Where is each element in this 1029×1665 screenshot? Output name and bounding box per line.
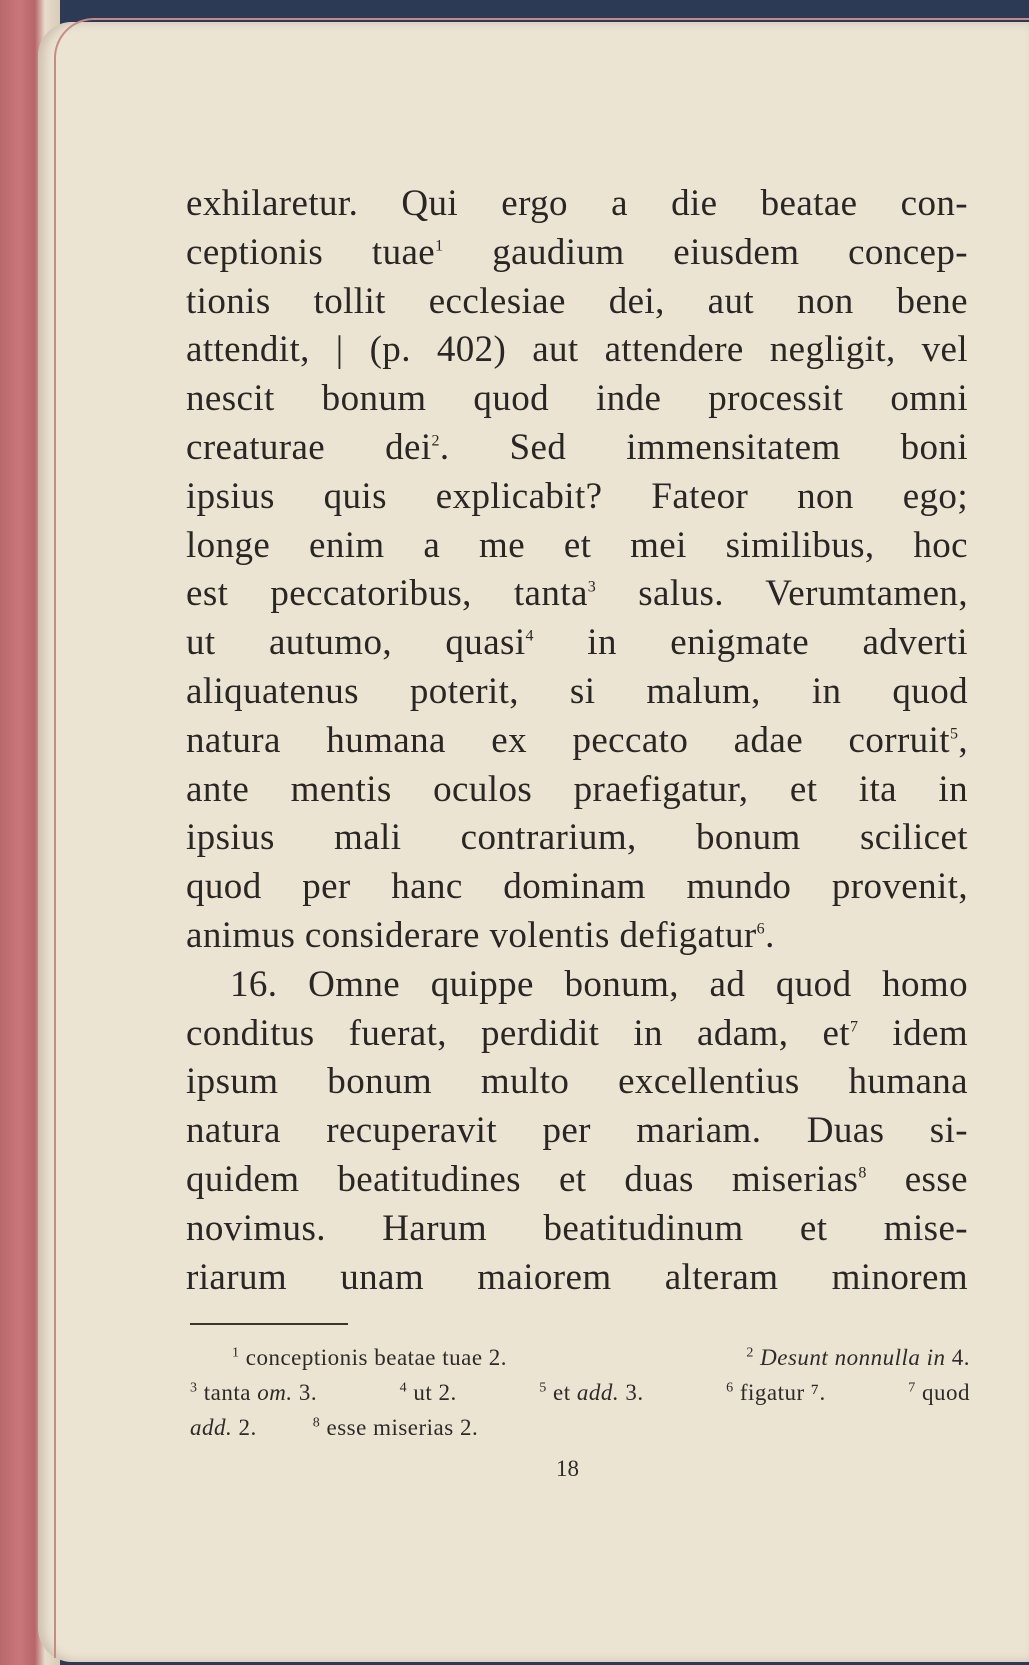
text-line: [186, 473, 968, 522]
footnote-text: 2.: [232, 1415, 257, 1440]
text-line: [186, 424, 968, 473]
footnote-row: [190, 1410, 970, 1445]
line-text: est peccatoribus, tanta: [186, 573, 588, 615]
footnote-marker: 2: [431, 432, 440, 450]
line-text: exhilaretur. Qui ergo a die beatae con-: [186, 183, 968, 224]
footnote-7: [908, 1375, 970, 1410]
line-text: aliquatenus poterit, si malum, in quod: [186, 670, 968, 712]
footnote-row: [190, 1375, 970, 1410]
line-text: salus. Verumtamen,: [596, 573, 968, 615]
footnote-number: 8: [312, 1415, 321, 1431]
footnote-text: ut 2.: [413, 1380, 457, 1405]
line-text: . Sed immensitatem boni: [439, 426, 968, 468]
line-text: tionis tollit ecclesiae dei, aut non bene: [186, 280, 968, 322]
line-text: nescit bonum quod inde processit omni: [186, 378, 968, 420]
line-text: ipsius quis explicabit? Fateor non ego;: [186, 475, 968, 517]
footnote-8: [313, 1410, 478, 1445]
footnote-text-italic: om.: [257, 1380, 293, 1405]
footnotes: [190, 1340, 970, 1445]
footnote-4: [400, 1375, 457, 1410]
footnote-2: [746, 1340, 970, 1375]
text-line: [186, 1156, 968, 1205]
line-text: creaturae dei: [186, 426, 432, 468]
text-line: [186, 619, 968, 668]
line-text: attendit, | (p. 402) aut attendere negligit, vel: [186, 329, 968, 371]
footnote-number: 5: [539, 1380, 547, 1396]
text-line: [186, 180, 968, 229]
footnote-text: tanta: [203, 1380, 258, 1405]
footnote-text: conceptionis beatae tuae 2.: [245, 1345, 508, 1370]
text-line: [186, 717, 968, 766]
footnote-3: [190, 1375, 317, 1410]
footnote-number: 7: [908, 1380, 916, 1396]
footnote-text-italic: add.: [576, 1380, 620, 1405]
footnote-text: quod: [921, 1380, 970, 1405]
text-line: [186, 766, 968, 815]
footnote-marker: 6: [756, 920, 766, 938]
footnote-number: 2: [746, 1345, 754, 1361]
footnote-rule: [190, 1323, 348, 1325]
text-line: [186, 1254, 968, 1303]
line-text: riarum unam maiorem alteram minorem: [186, 1256, 968, 1298]
line-text: esse: [866, 1158, 968, 1200]
text-line: [186, 522, 968, 571]
line-text: ipsius mali contrarium, bonum scilicet: [186, 817, 968, 859]
footnote-text: 4.: [945, 1345, 970, 1370]
footnote-5: [539, 1375, 643, 1410]
paragraph-start-line: [186, 961, 968, 1010]
footnote-7-cont: [190, 1410, 257, 1445]
line-text: longe enim a me et mei similibus, hoc: [186, 524, 968, 566]
line-text: ipsum bonum multo excellentius humana: [186, 1061, 968, 1103]
footnote-text: 3.: [619, 1380, 644, 1405]
text-line: [186, 1058, 968, 1107]
text-line: [186, 863, 968, 912]
line-text: novimus. Harum beatitudinum et mise-: [186, 1207, 968, 1249]
footnote-text: esse miserias 2.: [326, 1415, 479, 1440]
text-line: [186, 326, 968, 375]
footnote-marker: 7: [849, 1018, 859, 1036]
footnote-number: 6: [726, 1380, 734, 1396]
text-line: [186, 1010, 968, 1059]
line-text: quidem beatitudines et duas miserias: [186, 1158, 859, 1200]
line-text: in enigmate adverti: [533, 622, 968, 664]
text-line: [186, 375, 968, 424]
footnote-number: 1: [232, 1345, 240, 1361]
text-line: [186, 1205, 968, 1254]
footnote-text: figatur ⁷.: [739, 1380, 826, 1405]
line-text: .: [765, 914, 775, 956]
text-line: [186, 668, 968, 717]
footnote-text-italic: Desunt nonnulla in: [760, 1345, 946, 1370]
line-text: natura recuperavit per mariam. Duas si-: [186, 1110, 968, 1152]
line-text: animus considerare volentis defigatur: [186, 914, 757, 956]
line-text: 16. Omne quippe bonum, ad quod homo: [230, 963, 968, 1005]
footnote-row: [190, 1340, 970, 1375]
footnote-text: 3.: [292, 1380, 318, 1405]
line-text: ut autumo, quasi: [186, 622, 526, 664]
line-text: conditus fuerat, perdidit in adam, et: [186, 1012, 850, 1054]
text-line: [186, 814, 968, 863]
footnote-1: [190, 1340, 507, 1375]
line-text: ,: [958, 719, 968, 761]
line-text: quod per hanc dominam mundo provenit,: [186, 866, 968, 908]
footnote-number: 4: [399, 1380, 408, 1396]
text-line: [186, 912, 968, 961]
footnote-text: et: [553, 1380, 577, 1405]
footnote-text-italic: add.: [190, 1415, 233, 1440]
footnote-6: [726, 1375, 826, 1410]
text-line: [186, 278, 968, 327]
page-number: 18: [556, 1456, 579, 1481]
text-line: [186, 1107, 968, 1156]
text-line: [186, 570, 968, 619]
footnote-marker: 5: [949, 725, 959, 743]
line-text: gaudium eiusdem concep-: [443, 231, 968, 273]
main-text: [186, 180, 968, 1302]
footnote-marker: 4: [525, 627, 534, 645]
footnote-marker: 1: [435, 237, 444, 255]
footnote-marker: 3: [587, 579, 597, 597]
line-text: idem: [858, 1012, 969, 1054]
line-text: natura humana ex peccato adae corruit: [186, 719, 950, 761]
footnote-marker: 8: [858, 1164, 867, 1182]
line-text: ante mentis oculos praefigatur, et ita in: [186, 768, 968, 810]
footnote-number: 3: [190, 1380, 198, 1396]
line-text: ceptionis tuae: [186, 231, 436, 273]
text-line: [186, 229, 968, 278]
